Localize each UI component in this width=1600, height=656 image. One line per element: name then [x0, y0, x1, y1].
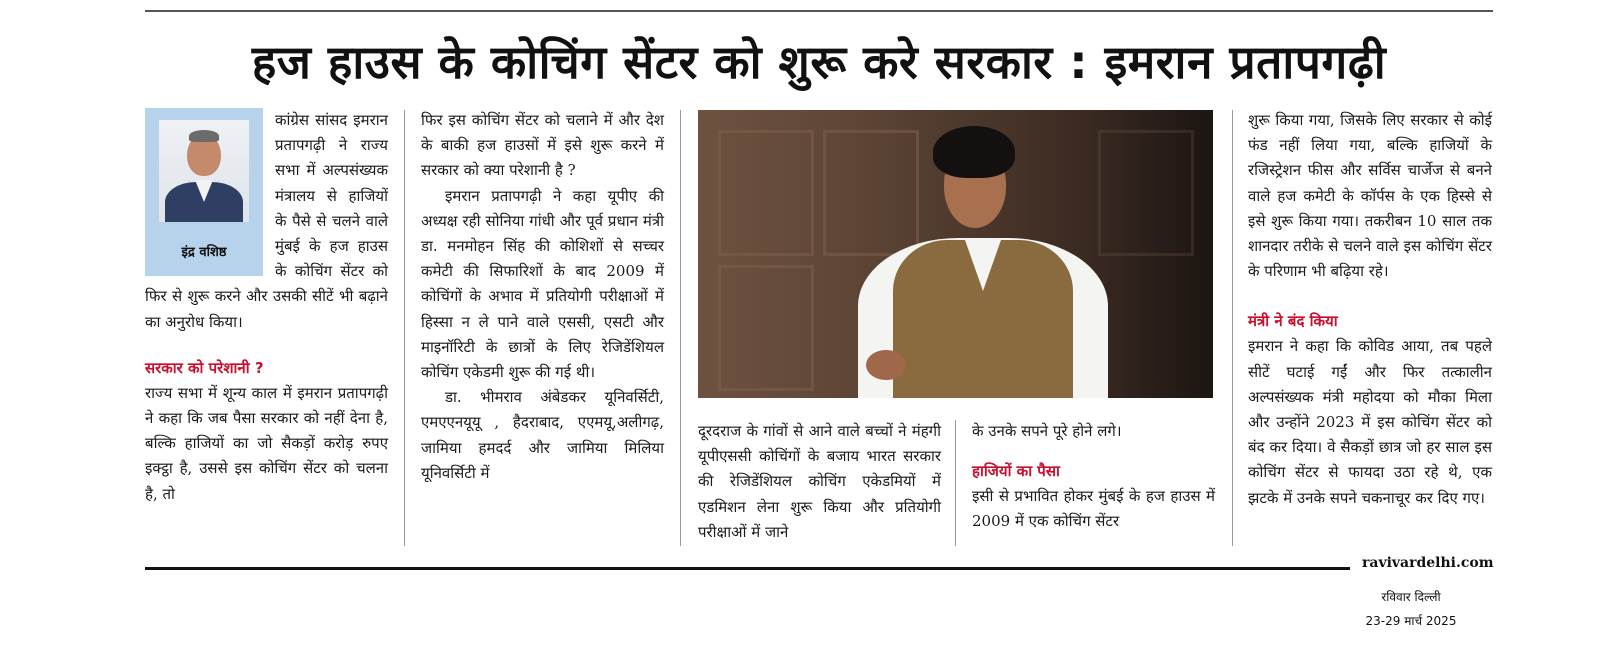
publication-date: 23-29 मार्च 2025 [1365, 614, 1457, 628]
col2-p2: इमरान प्रतापगढ़ी ने कहा यूपीए की अध्यक्ष रही सोनिया गांधी और पूर्व प्रधान मंत्री डा. मनमोहन सिंह की कोशिशों से सच्चर कमेटी की सिफारिशों के बाद 2009 में कोचिंगों के अभाव में प्रतियोगी परीक्षाओं में हिस्सा न ले पाने वाले एससी, एसटी और माइनॉरिटी के छात्रों के लिए रेजिडेंशियल कोचिंग एकेडमी शुरू की गई थी। [421, 186, 664, 382]
bottom-rule [145, 567, 1350, 570]
top-rule [145, 10, 1493, 12]
col2-p3: डा. भीमराव अंबेडकर यूनिवर्सिटी, एमएएनयूयू , हैदराबाद, एएमयू,अलीगढ़, जामिया हमदर्द और जामिया मिलिया यूनिवर्सिटी में [421, 388, 664, 482]
column-1 [145, 108, 388, 507]
headline: हज हाउस के कोचिंग सेंटर को शुरू करे सरकार : इमरान प्रतापगढ़ी [251, 35, 1387, 89]
speaker-photo-icon [698, 110, 1213, 398]
publication-name: रविवार दिल्ली [1381, 590, 1441, 604]
column-2 [421, 108, 664, 486]
column-divider [1232, 110, 1233, 546]
column-divider [955, 420, 956, 546]
col5-p1: शुरू किया गया, जिसके लिए सरकार से कोई फंड नहीं लिया गया, बल्कि हाजियों के रजिस्ट्रेशन फीस और सर्विस चार्जेज से बनने वाले हज कमेटी के कॉर्पस के एक हिस्से से इसे शुरू किया गया। तकरीबन 10 साल तक शानदार तरीके से चलने वाले इस कोचिंग सेंटर के परिणाम भी बढ़िया रहे। [1248, 111, 1492, 281]
col4-subhead: हाजियों का पैसा [972, 462, 1060, 481]
col1-subhead: सरकार को परेशानी ? [145, 358, 264, 377]
site-url: ravivardelhi.com [1362, 555, 1494, 571]
col1-intro: कांग्रेस सांसद इमरान प्रतापगढ़ी ने राज्य सभा में अल्पसंख्यक मंत्रालय से हाजियों के पैसे से चलने वाले मुंबई के हज हाउस के कोचिंग सेंटर को फिर से शुरू करने और उसकी सीटें भी बढ़ाने का अनुरोध किया। [145, 111, 388, 331]
author-name: इंद्र वशिष्ठ [181, 245, 227, 260]
author-box [145, 108, 263, 276]
col4-p2: इसी से प्रभावित होकर मुंबई के हज हाउस में 2009 में एक कोचिंग सेंटर [972, 487, 1215, 531]
author-portrait-icon [159, 120, 249, 222]
column-3 [698, 419, 941, 545]
col5-subhead: मंत्री ने बंद किया [1248, 312, 1338, 331]
col4-p1: के उनके सपने पूरे होने लगे। [972, 422, 1122, 440]
col3-para: दूरदराज के गांवों से आने वाले बच्चों ने मंहगी यूपीएससी कोचिंगों के बजाय भारत सरकार की रेजिडेंशियल कोचिंग एकेडमियों में एडमिशन लेना शुरू किया और प्रतियोगी परीक्षाओं में जाने [698, 422, 941, 541]
column-divider [680, 110, 681, 546]
column-4 [972, 419, 1215, 535]
column-5 [1248, 108, 1492, 511]
column-divider [404, 110, 405, 546]
col5-p2: इमरान ने कहा कि कोविड आया, तब पहले सीटें घटाई गईं और फिर तत्कालीन अल्पसंख्यक मंत्री महोदया को मौका मिला और उन्होंने 2023 में इस कोचिंग सेंटर को बंद कर दिया। वे सैकड़ों छात्र जो हर साल इस कोचिंग सेंटर से फायदा उठा रहे थे, एक झटके में उनके सपने चकनाचूर कर दिए गए। [1248, 337, 1492, 507]
col1-para: राज्य सभा में शून्य काल में इमरान प्रतापगढ़ी ने कहा कि जब पैसा सरकार को नहीं देना है, बल्कि हाजियों का जो सैकड़ों करोड़ रुपए इक्ट्ठा है, उससे इस कोचिंग सेंटर को चलना है, तो [145, 383, 388, 503]
col2-p1: फिर इस कोचिंग सेंटर को चलाने में और देश के बाकी हज हाउसों में इसे शुरू करने में सरकार को क्या परेशानी है ? [421, 111, 664, 180]
